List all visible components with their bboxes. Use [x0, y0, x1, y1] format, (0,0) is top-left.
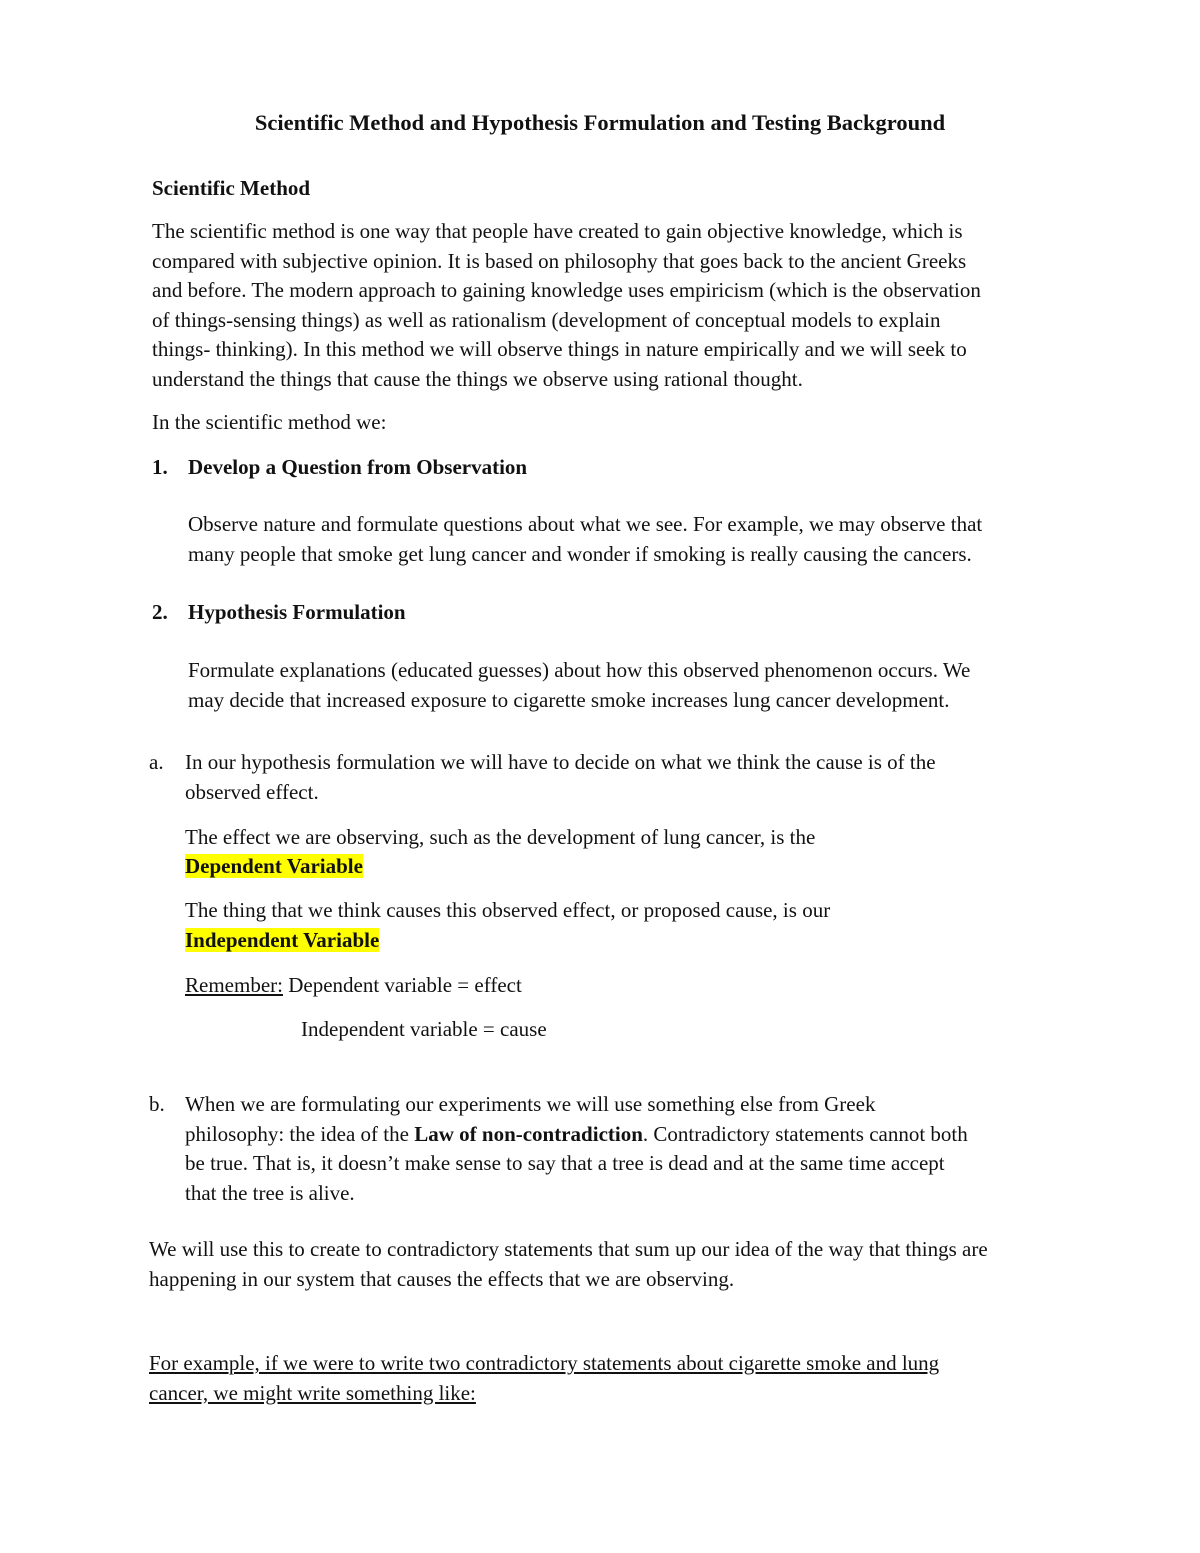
item-b-letter: b. [149, 1092, 165, 1116]
step-1-line: many people that smoke get lung cancer and wonder if smoking is really causing the cancers. [188, 541, 972, 566]
steps-intro: In the scientific method we: [152, 410, 387, 434]
example-intro [149, 1349, 1109, 1408]
item-a-line: observed effect. [185, 779, 319, 804]
item-b-line: be true. That is, it doesn’t make sense to say that a tree is dead and at the same time accept [185, 1151, 945, 1175]
independent-variable-highlight: Independent Variable [185, 928, 380, 952]
remember-line [185, 971, 522, 1001]
step-1-number: 1. [152, 455, 168, 479]
step-1-body [188, 510, 1108, 569]
item-a-text [185, 748, 1085, 807]
closing-paragraph [149, 1235, 1109, 1294]
independent-intro: The thing that we think causes this observed effect, or proposed cause, is our [185, 898, 831, 922]
document-title: Scientific Method and Hypothesis Formulation and Testing Background [254, 110, 946, 135]
section-heading: Scientific Method [152, 176, 311, 200]
item-b-line [185, 1120, 1105, 1150]
example-line: For example, if we were to write two contradictory statements about cigarette smoke and lung [149, 1351, 940, 1375]
law-of-non-contradiction: Law of non-contradiction [414, 1121, 643, 1146]
remember-independent: Independent variable = cause [301, 1017, 547, 1041]
dependent-variable-highlight: Dependent Variable [185, 854, 363, 878]
item-a-letter: a. [149, 750, 164, 774]
item-b-line: that the tree is alive. [185, 1180, 355, 1205]
item-b-line2-post: . Contradictory statements cannot both [642, 1121, 968, 1146]
intro-line: of things-sensing things) as well as rationalism (development of conceptual models to explain [152, 307, 941, 332]
dependent-variable-block [185, 852, 363, 882]
intro-paragraph [152, 217, 1102, 394]
item-b-text [185, 1090, 1105, 1208]
remember-dependent: Dependent variable = effect [282, 973, 522, 997]
step-1-title: Develop a Question from Observation [188, 455, 528, 479]
remember-label: Remember: [185, 973, 283, 997]
intro-line: things- thinking). In this method we will observe things in nature empirically and we will seek to [152, 337, 967, 361]
step-1-line: Observe nature and formulate questions about what we see. For example, we may observe that [188, 512, 983, 536]
intro-line: and before. The modern approach to gaining knowledge uses empiricism (which is the observation [152, 278, 981, 302]
intro-line: The scientific method is one way that people have created to gain objective knowledge, which is [152, 219, 963, 243]
step-2-number: 2. [152, 600, 168, 624]
intro-line: compared with subjective opinion. It is based on philosophy that goes back to the ancient Greeks [152, 248, 967, 273]
item-a-line: In our hypothesis formulation we will have to decide on what we think the cause is of the [185, 750, 936, 774]
item-b-line: When we are formulating our experiments we will use something else from Greek [185, 1092, 876, 1116]
independent-variable-block [185, 926, 379, 956]
example-line: cancer, we might write something like: [149, 1380, 476, 1405]
step-2-title: Hypothesis Formulation [188, 600, 406, 624]
closing-line: We will use this to create to contradictory statements that sum up our idea of the way that things are [149, 1237, 988, 1261]
step-2-line: may decide that increased exposure to cigarette smoke increases lung cancer development. [188, 687, 950, 712]
dependent-intro: The effect we are observing, such as the development of lung cancer, is the [185, 825, 816, 849]
item-b-line2-pre: philosophy: the idea of the [185, 1121, 415, 1146]
step-2-line: Formulate explanations (educated guesses) about how this observed phenomenon occurs. We [188, 658, 971, 682]
step-2-body [188, 656, 1108, 715]
closing-line: happening in our system that causes the effects that we are observing. [149, 1266, 735, 1291]
intro-line: understand the things that cause the things we observe using rational thought. [152, 366, 803, 391]
